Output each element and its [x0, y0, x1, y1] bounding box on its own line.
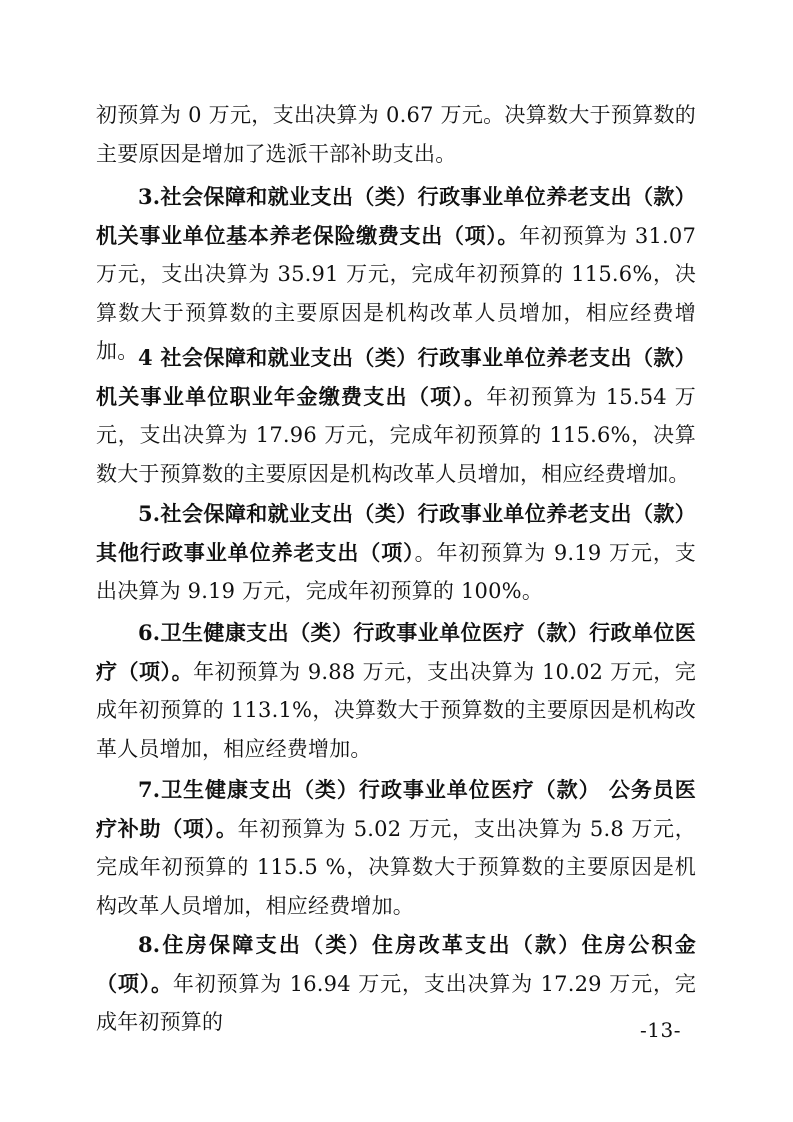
paragraph-heading: 8.住房保障支出（类）住房改革支出（款）住房公积金（项）。	[96, 932, 696, 996]
paragraph-4	[96, 339, 696, 493]
paragraph-text: 年初预算为 31.07 万元，支出决算为 35.91 万元，完成年初预算的 115.6%，决算数大于预算数的主要原因是机构改革人员增加，相应经费增加。	[96, 223, 697, 363]
paragraph-heading: 7.卫生健康支出（类）行政事业单位医疗（款） 公务员医疗补助（项）。	[96, 777, 696, 841]
paragraph-text: 年初预算为 9.88 万元，支出决算为 10.02 万元，完成年初预算的 113.1%，决算数大于预算数的主要原因是机构改革人员增加，相应经费增加。	[96, 659, 697, 761]
paragraph-body	[96, 96, 696, 173]
paragraph-body	[96, 771, 696, 925]
paragraph-1	[96, 96, 696, 173]
paragraph-body	[96, 926, 696, 1042]
paragraph-8	[96, 926, 696, 1042]
paragraph-text: 初预算为 0 万元，支出决算为 0.67 万元。决算数大于预算数的主要原因是增加了选派干部补助支出。	[96, 103, 696, 166]
paragraph-text: 年初预算为 15.54 万元，支出决算为 17.96 万元，完成年初预算的 115.6%，决算数大于预算数的主要原因是机构改革人员增加，相应经费增加。	[96, 384, 696, 486]
paragraph-body	[96, 614, 696, 768]
paragraph-body	[96, 339, 696, 493]
paragraph-text: 年初预算为 16.94 万元，支出决算为 17.29 万元，完成年初预算的	[96, 971, 696, 1034]
paragraph-text: 年初预算为 5.02 万元，支出决算为 5.8 万元，完成年初预算的 115.5 %，决算数大于预算数的主要原因是机构改革人员增加，相应经费增加。	[96, 816, 696, 918]
paragraph-text: 。年初预算为 9.19 万元，支出决算为 9.19 万元，完成年初预算的 100%。	[96, 540, 697, 603]
paragraph-body	[96, 495, 696, 611]
paragraph-heading: 4 社会保障和就业支出（类）行政事业单位养老支出（款）机关事业单位职业年金缴费支出（项）。	[96, 345, 696, 409]
paragraph-heading: 3.社会保障和就业支出（类）行政事业单位养老支出（款）机关事业单位基本养老保险缴费支出（项）。	[96, 184, 696, 248]
paragraph-heading: 6.卫生健康支出（类）行政事业单位医疗（款）行政单位医疗（项）。	[96, 620, 696, 684]
paragraph-7	[96, 771, 696, 925]
paragraph-5	[96, 495, 696, 611]
page-number: -13-	[640, 1018, 681, 1042]
paragraph-heading: 5.社会保障和就业支出（类）行政事业单位养老支出（款）其他行政事业单位养老支出（项）	[96, 501, 696, 565]
paragraph-6	[96, 614, 696, 768]
